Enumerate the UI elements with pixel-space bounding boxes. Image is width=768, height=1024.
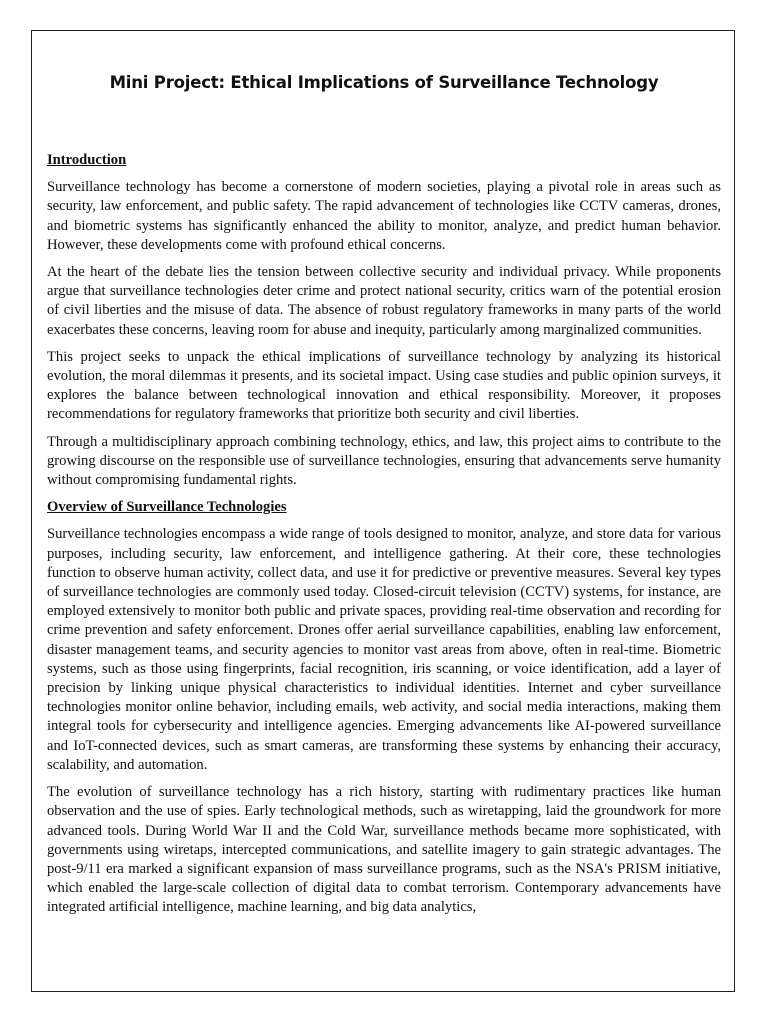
paragraph: Through a multidisciplinary approach combining technology, ethics, and law, this project aims to contribute to the growing discourse on the responsible use of surveillance technologies, ensuring that advancements serve humanity without compromising fundamental rights. <box>47 433 721 489</box>
document-body <box>47 71 721 926</box>
paragraph: Surveillance technologies encompass a wide range of tools designed to monitor, analyze, and store data for various purposes, including security, law enforcement, and intelligence gathering. At their core, these technologies function to observe human activity, collect data, and use it for predictive or preventive measures. Several key types of surveillance technologies are commonly used today. Closed-circuit television (CCTV) systems, for instance, are employed extensively to monitor both public and private spaces, providing real-time observation and recording for crime prevention and safety enforcement. Drones offer aerial surveillance capabilities, enabling law enforcement, disaster management teams, and security agencies to monitor vast areas from above, often in real-time. Biometric systems, such as those using fingerprints, facial recognition, iris scanning, or voice identification, add a layer of precision by linking unique physical characteristics to individual identities. Internet and cyber surveillance technologies monitor online behavior, including emails, web activity, and social media interactions, making them integral tools for cybersecurity and intelligence agencies. Emerging advancements like AI-powered surveillance and IoT-connected devices, such as smart cameras, are transforming these systems by enhancing their accuracy, scalability, and automation. <box>47 526 721 773</box>
paragraph: This project seeks to unpack the ethical implications of surveillance technology by analyzing its historical evolution, the moral dilemmas it presents, and its societal impact. Using case studies and public opinion surveys, it explores the balance between technological innovation and ethical responsibility. Moreover, it proposes recommendations for regulatory frameworks that prioritize both security and civil liberties. <box>47 348 721 423</box>
document-title: Mini Project: Ethical Implications of Surveillance Technology <box>109 73 659 92</box>
paragraph: At the heart of the debate lies the tension between collective security and individual privacy. While proponents argue that surveillance technologies deter crime and protect national security, critics warn of the potential erosion of civil liberties and the misuse of data. The absence of robust regulatory frameworks in many parts of the world exacerbates these concerns, leaving room for abuse and inequity, particularly among marginalized communities. <box>47 264 721 338</box>
section-heading-overview: Overview of Surveillance Technologies <box>47 499 287 516</box>
paragraph: The evolution of surveillance technology has a rich history, starting with rudimentary practices like human observation and the use of spies. Early technological methods, such as wiretapping, laid the groundwork for more advanced tools. During World War II and the Cold War, surveillance methods became more sophisticated, with governments using wiretaps, intercepted communications, and satellite imagery to gain strategic advantages. The post-9/11 era marked a significant expansion of mass surveillance programs, such as the NSA's PRISM initiative, which enabled the large-scale collection of digital data to combat terrorism. Contemporary advancements have integrated artificial intelligence, machine learning, and big data analytics, <box>47 784 721 916</box>
document-page <box>31 30 735 992</box>
section-overview <box>47 498 721 917</box>
section-heading-introduction: Introduction <box>47 152 127 168</box>
section-introduction <box>47 151 721 490</box>
paragraph: Surveillance technology has become a cornerstone of modern societies, playing a pivotal role in areas such as security, law enforcement, and public safety. The rapid advancement of technologies like CCTV cameras, drones, and biometric systems has significantly enhanced the ability to monitor, analyze, and predict human behavior. However, these developments come with profound ethical concerns. <box>47 179 721 253</box>
